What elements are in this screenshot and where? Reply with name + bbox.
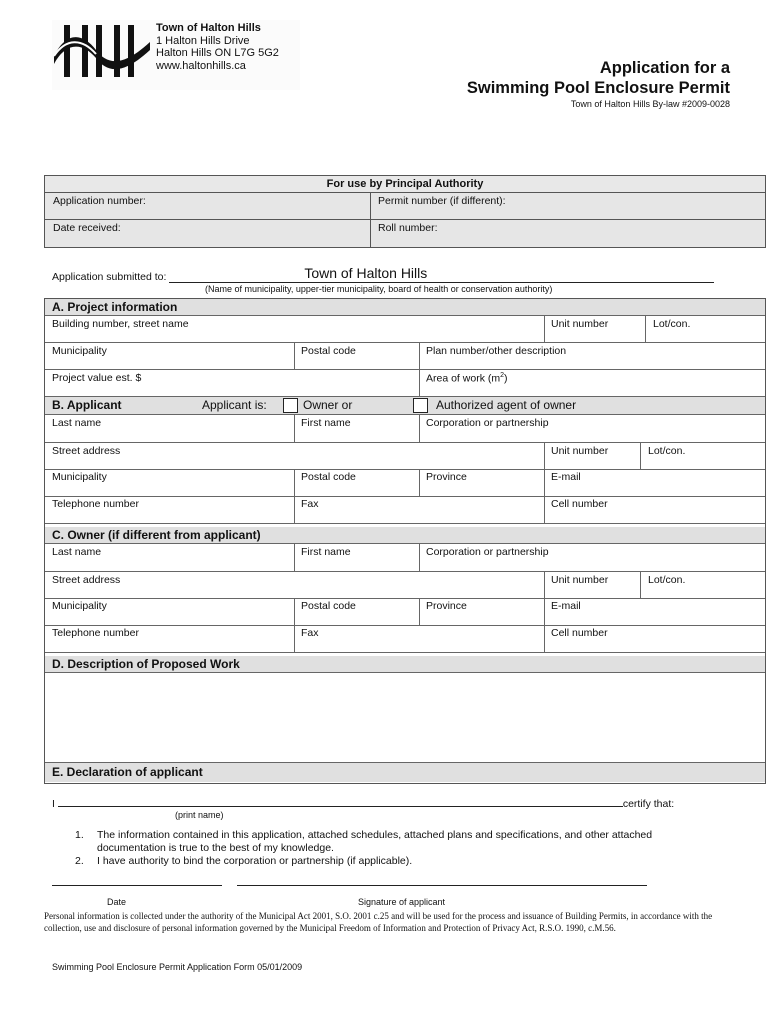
b-unit-field[interactable]: Unit number: [551, 445, 609, 457]
declaration-item-2: 2. I have authority to bind the corporation or partnership (if applicable).: [75, 855, 413, 867]
b-municipality-field[interactable]: Municipality: [52, 471, 107, 483]
form-title: [467, 58, 730, 98]
permit-number-field[interactable]: Permit number (if different):: [378, 195, 506, 207]
b-street-field[interactable]: Street address: [52, 445, 121, 457]
form-footer: Swimming Pool Enclosure Permit Application Form 05/01/2009: [52, 962, 303, 972]
c-lot-field[interactable]: Lot/con.: [648, 574, 686, 586]
a-plan-field[interactable]: Plan number/other description: [426, 345, 567, 357]
owner-checkbox[interactable]: [283, 398, 298, 413]
owner-option-label: Owner or: [303, 398, 353, 412]
a-lot-field[interactable]: Lot/con.: [653, 318, 691, 330]
title-line2: Swimming Pool Enclosure Permit: [466, 79, 730, 97]
print-name-field[interactable]: [58, 796, 623, 807]
principal-authority-heading: For use by Principal Authority: [45, 176, 765, 192]
organization-block: [156, 22, 279, 72]
b-province-field[interactable]: Province: [426, 471, 467, 483]
c-telephone-field[interactable]: Telephone number: [52, 627, 139, 639]
certify-label: certify that:: [622, 798, 675, 810]
b-corporation-field[interactable]: Corporation or partnership: [426, 417, 549, 429]
applicant-is-label: Applicant is:: [202, 398, 267, 412]
declaration-item-1-cont: documentation is true to the best of my knowledge.: [97, 842, 334, 854]
section-c-heading: C. Owner (if different from applicant): [45, 527, 765, 543]
org-address2: Halton Hills ON L7G 5G2: [156, 47, 279, 59]
declaration-item-1: 1. The information contained in this application, attached schedules, attached plans and specifications, and other attached: [75, 829, 653, 841]
agent-option-label: Authorized agent of owner: [436, 398, 577, 412]
b-lot-field[interactable]: Lot/con.: [648, 445, 686, 457]
a-unit-field[interactable]: Unit number: [551, 318, 609, 330]
a-area-field[interactable]: Area of work $(m^2)$: [426, 372, 508, 385]
b-email-field[interactable]: E-mail: [551, 471, 581, 483]
signature-caption: Signature of applicant: [358, 897, 446, 907]
application-form: [44, 298, 766, 784]
b-first-name-field[interactable]: First name: [301, 417, 351, 429]
roll-number-field[interactable]: Roll number:: [378, 222, 438, 234]
date-caption: Date: [107, 897, 127, 907]
c-province-field[interactable]: Province: [426, 600, 467, 612]
org-website: www.haltonhills.ca: [156, 59, 246, 72]
c-municipality-field[interactable]: Municipality: [52, 600, 107, 612]
declaration-list: [75, 829, 652, 868]
a-municipality-field[interactable]: Municipality: [52, 345, 107, 357]
c-fax-field[interactable]: Fax: [301, 627, 319, 639]
date-field[interactable]: [52, 885, 222, 887]
b-fax-field[interactable]: Fax: [301, 498, 319, 510]
title-line1: Application for a: [599, 59, 730, 77]
declaration-line: [52, 796, 674, 810]
print-name-caption: (print name): [175, 810, 224, 820]
description-textarea[interactable]: [47, 675, 763, 761]
signature-field[interactable]: [237, 885, 647, 887]
b-last-name-field[interactable]: Last name: [52, 417, 102, 429]
halton-hills-logo-icon: [52, 20, 152, 90]
submitted-to-value: Town of Halton Hills: [304, 265, 428, 281]
a-project-value-field[interactable]: Project value est. $: [52, 372, 142, 384]
application-number-field[interactable]: Application number:: [53, 195, 146, 207]
date-received-field[interactable]: Date received:: [53, 222, 121, 234]
c-postal-field[interactable]: Postal code: [301, 600, 356, 612]
agent-checkbox[interactable]: [413, 398, 428, 413]
submitted-to-note: (Name of municipality, upper-tier municipality, board of health or conservation authority): [205, 284, 553, 294]
c-unit-field[interactable]: Unit number: [551, 574, 609, 586]
a-building-field[interactable]: Building number, street name: [52, 318, 189, 330]
section-d-heading: D. Description of Proposed Work: [45, 656, 765, 672]
section-a-heading: A. Project information: [45, 299, 765, 315]
c-cell-field[interactable]: Cell number: [551, 627, 608, 639]
principal-authority-box: [44, 175, 766, 248]
bylaw-reference: Town of Halton Hills By-law #2009-0028: [570, 99, 730, 109]
declaration-prefix: I: [52, 798, 58, 810]
b-telephone-field[interactable]: Telephone number: [52, 498, 139, 510]
submitted-to-row: [52, 265, 714, 283]
c-last-name-field[interactable]: Last name: [52, 546, 102, 558]
c-email-field[interactable]: E-mail: [551, 600, 581, 612]
b-postal-field[interactable]: Postal code: [301, 471, 356, 483]
c-corporation-field[interactable]: Corporation or partnership: [426, 546, 549, 558]
b-cell-field[interactable]: Cell number: [551, 498, 608, 510]
section-e-heading: E. Declaration of applicant: [45, 763, 765, 782]
privacy-notice: Personal information is collected under the authority of the Municipal Act 2001, S.O. 2001 c.25 and will be used for the process and issuance of Building Permits, in accordance with the collection, use and disclosure of personal information governed by the Municipal Freedom of Information and Protection of Privacy Act, R.S.O. 1990, c.M.56.: [44, 911, 713, 933]
section-b-heading: B. Applicant Applicant is: Owner or Authorized agent of owner: [45, 397, 765, 414]
c-street-field[interactable]: Street address: [52, 574, 121, 586]
submitted-to-label: Application submitted to:: [52, 271, 170, 283]
submitted-to-field[interactable]: [169, 265, 714, 283]
org-address1: 1 Halton Hills Drive: [156, 34, 250, 47]
c-first-name-field[interactable]: First name: [301, 546, 351, 558]
org-name: Town of Halton Hills: [156, 22, 261, 34]
a-postal-field[interactable]: Postal code: [301, 345, 356, 357]
